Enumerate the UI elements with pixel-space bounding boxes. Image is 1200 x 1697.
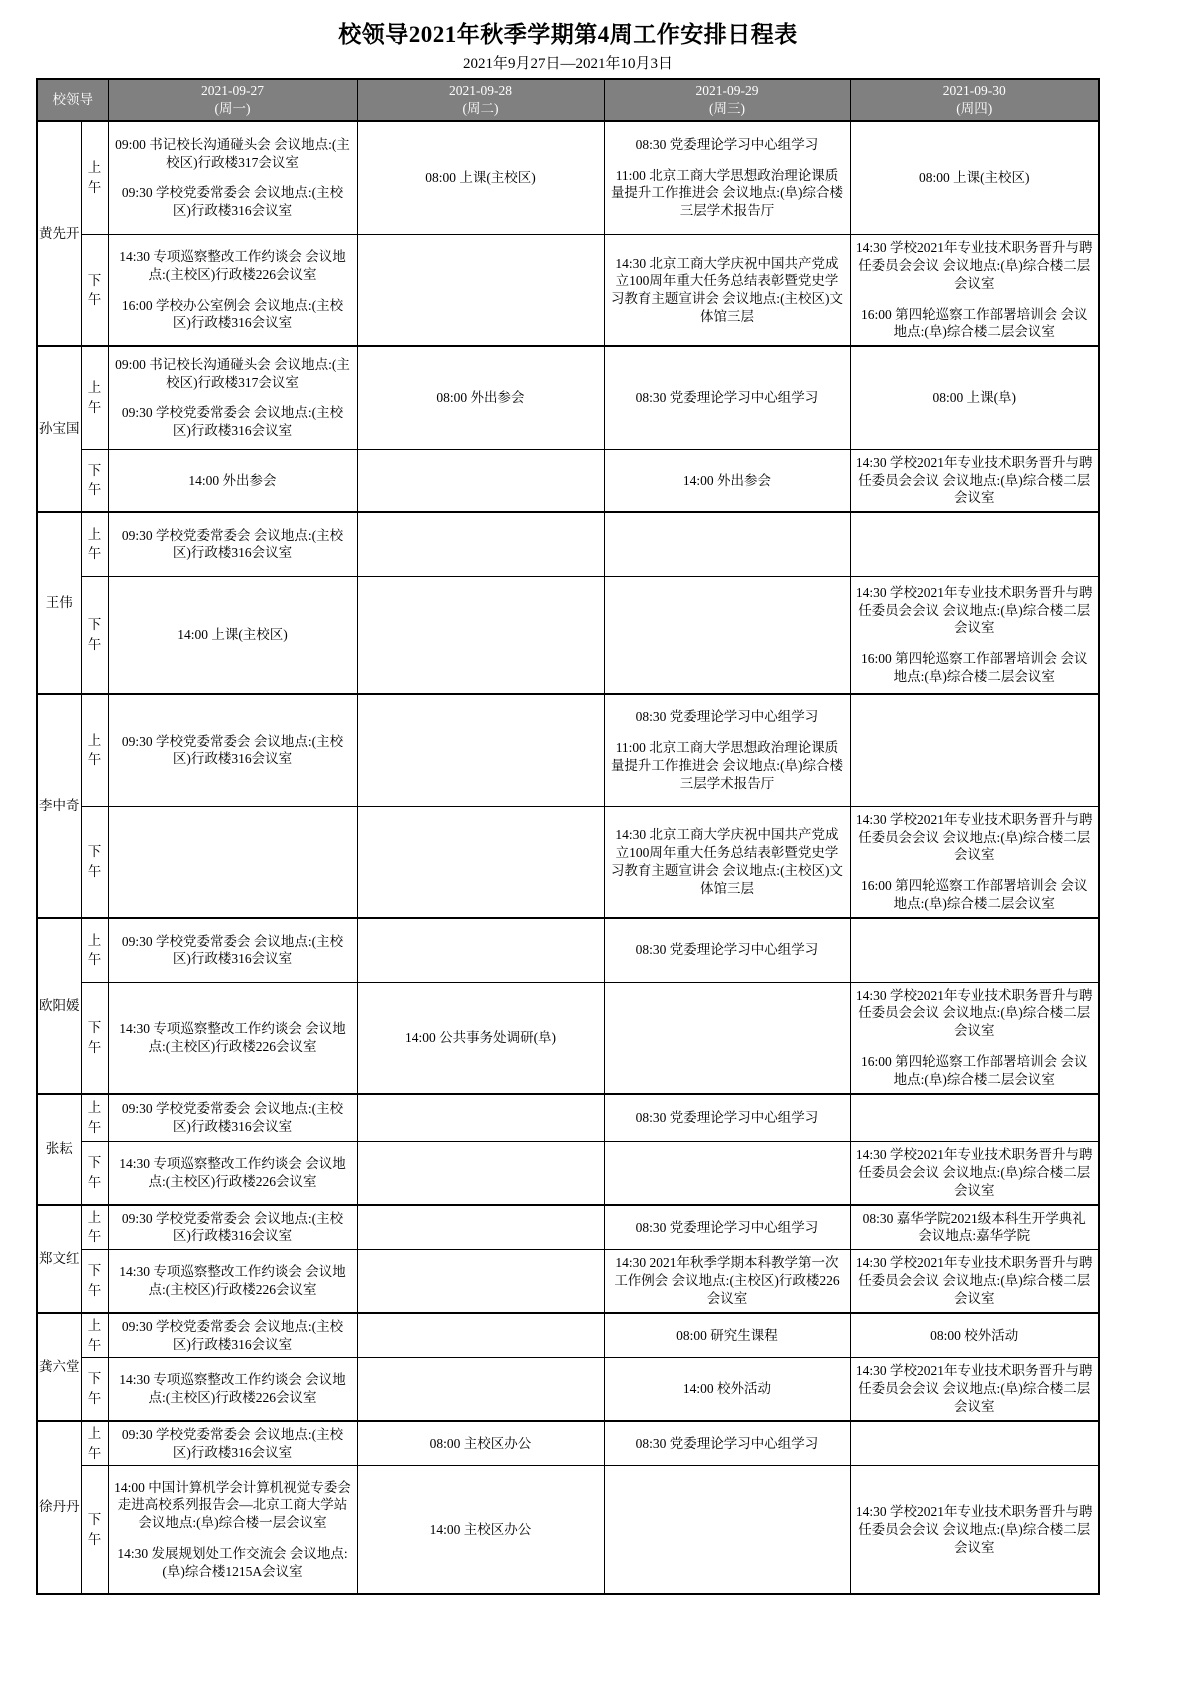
schedule-cell: [850, 346, 1099, 449]
period-label-pm: 下午: [81, 1142, 108, 1205]
schedule-cell: [357, 121, 604, 235]
event-text: 14:30 学校2021年专业技术职务晋升与聘任委员会会议 会议地点:(阜)综合楼二层会议室: [855, 1255, 1093, 1306]
schedule-cell: [850, 1313, 1099, 1358]
schedule-cell: [108, 1205, 357, 1250]
leader-column-header: 校领导: [37, 79, 108, 121]
schedule-cell: [357, 235, 604, 347]
schedule-cell: [604, 694, 850, 806]
event-text: 09:00 书记校长沟通碰头会 会议地点:(主校区)行政楼317会议室: [115, 136, 350, 170]
event-text: 14:00 主校区办公: [429, 1521, 532, 1537]
schedule-cell: [604, 512, 850, 576]
schedule-cell: [850, 1466, 1099, 1594]
schedule-cell: [604, 1250, 850, 1313]
schedule-cell: [604, 1466, 850, 1594]
event-text: 14:30 学校2021年专业技术职务晋升与聘任委员会会议 会议地点:(阜)综合楼二层会议室: [855, 987, 1093, 1039]
schedule-cell: [108, 235, 357, 347]
schedule-row-am: [37, 1313, 1099, 1358]
schedule-cell: [850, 982, 1099, 1094]
schedule-cell: [108, 694, 357, 806]
day-header-tuesday: [357, 79, 604, 121]
event-text: 14:30 学校2021年专业技术职务晋升与聘任委员会会议 会议地点:(阜)综合楼二层会议室: [855, 811, 1093, 863]
event-text: 14:00 上课(主校区): [177, 626, 288, 642]
day-header-wednesday: [604, 79, 850, 121]
schedule-cell: [850, 806, 1099, 918]
event-text: 14:00 校外活动: [682, 1381, 772, 1397]
schedule-cell: [357, 512, 604, 576]
schedule-row-am: [37, 346, 1099, 449]
schedule-cell: [108, 1421, 357, 1466]
schedule-cell: [108, 576, 357, 694]
event-text: 09:30 学校党委常委会 会议地点:(主校区)行政楼316会议室: [121, 733, 344, 767]
schedule-row-pm: [37, 576, 1099, 694]
schedule-cell: [108, 806, 357, 918]
schedule-cell: [357, 1205, 604, 1250]
schedule-cell: [850, 1094, 1099, 1142]
event-text: 09:30 学校党委常委会 会议地点:(主校区)行政楼316会议室: [121, 1426, 344, 1460]
event-text: 09:30 学校党委常委会 会议地点:(主校区)行政楼316会议室: [121, 185, 344, 219]
event-text: 08:00 校外活动: [930, 1327, 1019, 1343]
event-text: 08:00 研究生课程: [676, 1327, 778, 1343]
header-row: [37, 79, 1099, 121]
schedule-cell: [108, 449, 357, 512]
schedule-table: [36, 78, 1100, 1595]
schedule-cell: [108, 1094, 357, 1142]
schedule-body: [37, 121, 1099, 1594]
event-text: 14:30 北京工商大学庆祝中国共产党成立100周年重大任务总结表彰暨党史学习教育主题宣讲会 会议地点:(主校区)文体馆三层: [610, 827, 844, 896]
leader-name: 徐丹丹: [37, 1421, 81, 1594]
period-label-pm: 下午: [81, 1358, 108, 1421]
schedule-cell: [357, 1094, 604, 1142]
schedule-cell: [108, 346, 357, 449]
schedule-cell: [850, 121, 1099, 235]
period-label-am: 上午: [81, 121, 108, 235]
schedule-cell: [604, 449, 850, 512]
schedule-row-am: [37, 1421, 1099, 1466]
schedule-cell: [357, 576, 604, 694]
period-label-am: 上午: [81, 512, 108, 576]
schedule-cell: [357, 1250, 604, 1313]
event-text: 09:00 书记校长沟通碰头会 会议地点:(主校区)行政楼317会议室: [115, 356, 350, 390]
weekday-label: (周一): [214, 100, 251, 116]
schedule-cell: [108, 1250, 357, 1313]
weekday-label: (周三): [709, 100, 745, 116]
event-text: 08:30 党委理论学习中心组学习: [635, 942, 819, 958]
schedule-cell: [108, 121, 357, 235]
schedule-row-am: [37, 918, 1099, 982]
schedule-row-pm: [37, 982, 1099, 1094]
period-label-am: 上午: [81, 1205, 108, 1250]
event-text: 16:00 学校办公室例会 会议地点:(主校区)行政楼316会议室: [121, 297, 344, 331]
leader-name: 张耘: [37, 1094, 81, 1205]
weekday-label: (周四): [956, 100, 993, 116]
event-text: 14:30 学校2021年专业技术职务晋升与聘任委员会会议 会议地点:(阜)综合楼二层会议室: [855, 1503, 1093, 1555]
event-text: 14:30 北京工商大学庆祝中国共产党成立100周年重大任务总结表彰暨党史学习教育主题宣讲会 会议地点:(主校区)文体馆三层: [610, 255, 844, 324]
schedule-cell: [850, 1250, 1099, 1313]
schedule-cell: [604, 235, 850, 347]
event-text: 08:00 上课(主校区): [425, 169, 536, 185]
schedule-cell: [850, 918, 1099, 982]
event-text: 09:30 学校党委常委会 会议地点:(主校区)行政楼316会议室: [121, 527, 344, 561]
date-range-subtitle: 2021年9月27日—2021年10月3日: [462, 56, 673, 72]
schedule-row-am: [37, 1205, 1099, 1250]
schedule-cell: [604, 576, 850, 694]
schedule-cell: [604, 1094, 850, 1142]
schedule-row-pm: [37, 1250, 1099, 1313]
event-text: 14:00 外出参会: [188, 472, 277, 488]
schedule-cell: [357, 982, 604, 1094]
date-label: 2021-09-29: [695, 83, 759, 98]
schedule-cell: [604, 918, 850, 982]
event-text: 09:30 学校党委常委会 会议地点:(主校区)行政楼316会议室: [121, 1210, 344, 1244]
schedule-cell: [357, 1466, 604, 1594]
schedule-cell: [850, 235, 1099, 347]
period-label-am: 上午: [81, 1313, 108, 1358]
event-text: 14:30 2021年秋季学期本科教学第一次工作例会 会议地点:(主校区)行政楼226会议室: [614, 1255, 840, 1306]
schedule-cell: [108, 982, 357, 1094]
schedule-cell: [850, 512, 1099, 576]
schedule-cell: [850, 576, 1099, 694]
event-text: 14:30 学校2021年专业技术职务晋升与聘任委员会会议 会议地点:(阜)综合楼二层会议室: [855, 1147, 1093, 1198]
event-text: 14:30 学校2021年专业技术职务晋升与聘任委员会会议 会议地点:(阜)综合楼二层会议室: [855, 240, 1093, 291]
schedule-cell: [604, 1358, 850, 1421]
event-text: 08:30 党委理论学习中心组学习: [635, 709, 819, 725]
period-label-pm: 下午: [81, 1466, 108, 1594]
schedule-cell: [357, 1421, 604, 1466]
schedule-cell: [108, 512, 357, 576]
period-label-am: 上午: [81, 346, 108, 449]
date-label: 2021-09-30: [942, 83, 1006, 98]
event-text: 16:00 第四轮巡察工作部署培训会 会议地点:(阜)综合楼二层会议室: [860, 306, 1088, 340]
schedule-cell: [357, 449, 604, 512]
schedule-cell: [604, 806, 850, 918]
event-text: 08:00 上课(主校区): [918, 169, 1030, 185]
event-text: 08:30 党委理论学习中心组学习: [635, 1219, 819, 1235]
schedule-cell: [357, 346, 604, 449]
schedule-cell: [357, 694, 604, 806]
schedule-row-am: [37, 694, 1099, 806]
leader-name: 黄先开: [37, 121, 81, 347]
period-label-pm: 下午: [81, 982, 108, 1094]
event-text: 08:30 党委理论学习中心组学习: [635, 1435, 819, 1451]
leader-name: 孙宝国: [37, 346, 81, 512]
event-text: 14:30 学校2021年专业技术职务晋升与聘任委员会会议 会议地点:(阜)综合楼二层会议室: [855, 454, 1093, 506]
event-text: 16:00 第四轮巡察工作部署培训会 会议地点:(阜)综合楼二层会议室: [860, 878, 1088, 912]
schedule-cell: [604, 1205, 850, 1250]
schedule-cell: [850, 449, 1099, 512]
period-label-pm: 下午: [81, 576, 108, 694]
schedule-cell: [108, 918, 357, 982]
period-label-am: 上午: [81, 1421, 108, 1466]
schedule-row-pm: [37, 806, 1099, 918]
event-text: 08:30 党委理论学习中心组学习: [635, 390, 819, 406]
event-text: 11:00 北京工商大学思想政治理论课质量提升工作推进会 会议地点:(阜)综合楼三层学术报告厅: [610, 740, 844, 791]
event-text: 14:30 学校2021年专业技术职务晋升与聘任委员会会议 会议地点:(阜)综合楼二层会议室: [855, 1363, 1093, 1414]
event-text: 14:30 专项巡察整改工作约谈会 会议地点:(主校区)行政楼226会议室: [119, 249, 346, 282]
schedule-cell: [108, 1466, 357, 1594]
event-text: 09:30 学校党委常委会 会议地点:(主校区)行政楼316会议室: [121, 1101, 344, 1134]
event-text: 11:00 北京工商大学思想政治理论课质量提升工作推进会 会议地点:(阜)综合楼三层学术报告厅: [610, 167, 844, 219]
schedule-row-am: [37, 121, 1099, 235]
event-text: 14:30 专项巡察整改工作约谈会 会议地点:(主校区)行政楼226会议室: [119, 1156, 346, 1189]
leader-name: 王伟: [37, 512, 81, 694]
schedule-cell: [357, 1313, 604, 1358]
event-text: 08:30 党委理论学习中心组学习: [635, 1110, 819, 1126]
date-label: 2021-09-27: [201, 83, 264, 98]
period-label-pm: 下午: [81, 806, 108, 918]
event-text: 16:00 第四轮巡察工作部署培训会 会议地点:(阜)综合楼二层会议室: [860, 651, 1088, 685]
leader-name: 龚六堂: [37, 1313, 81, 1421]
schedule-cell: [357, 806, 604, 918]
schedule-row-pm: [37, 1466, 1099, 1594]
schedule-cell: [850, 1358, 1099, 1421]
schedule-row-pm: [37, 449, 1099, 512]
schedule-row-pm: [37, 1142, 1099, 1205]
period-label-pm: 下午: [81, 1250, 108, 1313]
event-text: 09:30 学校党委常委会 会议地点:(主校区)行政楼316会议室: [121, 405, 344, 439]
event-text: 08:00 主校区办公: [429, 1435, 532, 1451]
schedule-cell: [604, 1421, 850, 1466]
period-label-pm: 下午: [81, 449, 108, 512]
leader-name: 李中奇: [37, 694, 81, 918]
schedule-cell: [604, 1142, 850, 1205]
schedule-cell: [604, 1313, 850, 1358]
schedule-cell: [850, 1421, 1099, 1466]
period-label-pm: 下午: [81, 235, 108, 347]
leader-name: 郑文红: [37, 1205, 81, 1313]
schedule-cell: [357, 1142, 604, 1205]
page-title: 校领导2021年秋季学期第4周工作安排日程表: [338, 22, 798, 47]
event-text: 09:30 学校党委常委会 会议地点:(主校区)行政楼316会议室: [121, 933, 344, 967]
schedule-cell: [604, 121, 850, 235]
event-text: 08:30 嘉华学院2021级本科生开学典礼 会议地点:嘉华学院: [862, 1210, 1086, 1244]
weekday-label: (周二): [462, 100, 499, 116]
event-text: 14:00 外出参会: [682, 472, 772, 488]
schedule-cell: [108, 1142, 357, 1205]
event-text: 14:00 公共事务处调研(阜): [404, 1029, 557, 1045]
schedule-row-am: [37, 512, 1099, 576]
schedule-cell: [357, 1358, 604, 1421]
schedule-cell: [357, 918, 604, 982]
event-text: 08:00 上课(阜): [932, 390, 1017, 406]
event-text: 16:00 第四轮巡察工作部署培训会 会议地点:(阜)综合楼二层会议室: [860, 1054, 1088, 1087]
date-label: 2021-09-28: [449, 83, 512, 98]
event-text: 08:30 党委理论学习中心组学习: [635, 136, 819, 152]
schedule-row-pm: [37, 235, 1099, 347]
schedule-cell: [108, 1358, 357, 1421]
event-text: 14:30 专项巡察整改工作约谈会 会议地点:(主校区)行政楼226会议室: [119, 1264, 346, 1297]
schedule-row-am: [37, 1094, 1099, 1142]
event-text: 14:30 发展规划处工作交流会 会议地点:(阜)综合楼1215A会议室: [117, 1546, 348, 1579]
schedule-cell: [850, 694, 1099, 806]
event-text: 14:30 专项巡察整改工作约谈会 会议地点:(主校区)行政楼226会议室: [119, 1372, 346, 1406]
event-text: 14:30 学校2021年专业技术职务晋升与聘任委员会会议 会议地点:(阜)综合楼二层会议室: [855, 584, 1093, 636]
schedule-cell: [850, 1205, 1099, 1250]
schedule-cell: [604, 346, 850, 449]
schedule-cell: [604, 982, 850, 1094]
period-label-am: 上午: [81, 918, 108, 982]
period-label-am: 上午: [81, 1094, 108, 1142]
event-text: 14:30 专项巡察整改工作约谈会 会议地点:(主校区)行政楼226会议室: [119, 1020, 346, 1054]
day-header-monday: [108, 79, 357, 121]
schedule-row-pm: [37, 1358, 1099, 1421]
day-header-thursday: [850, 79, 1099, 121]
leader-name: 欧阳媛: [37, 918, 81, 1094]
event-text: 14:00 中国计算机学会计算机视觉专委会走进高校系列报告会—北京工商大学站 会议地点:(阜)综合楼一层会议室: [114, 1479, 351, 1531]
period-label-am: 上午: [81, 694, 108, 806]
event-text: 09:30 学校党委常委会 会议地点:(主校区)行政楼316会议室: [121, 1318, 344, 1352]
event-text: 08:00 外出参会: [436, 390, 525, 406]
schedule-cell: [850, 1142, 1099, 1205]
schedule-cell: [108, 1313, 357, 1358]
